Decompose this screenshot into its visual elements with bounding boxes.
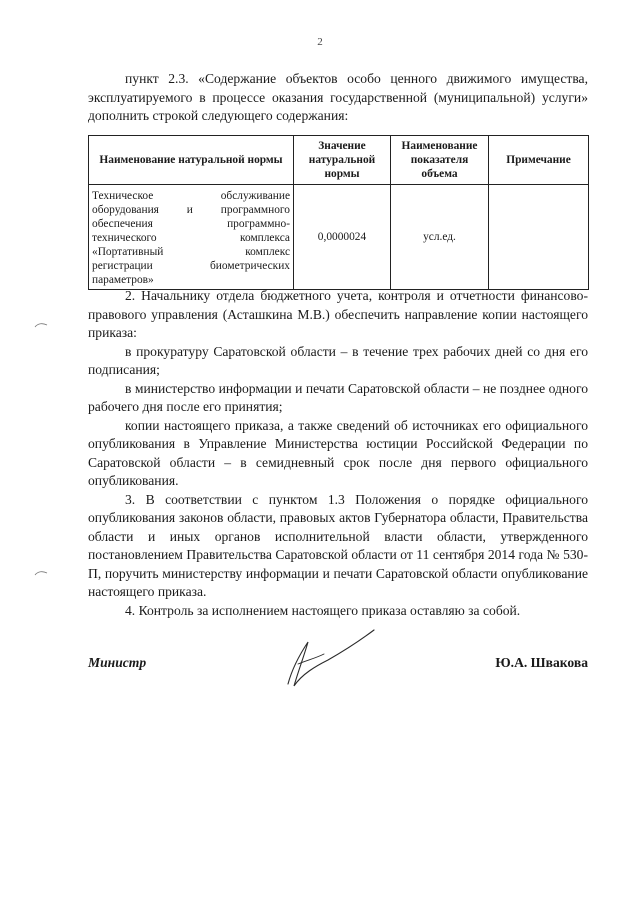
header-norm-name: Наименование натуральной нормы (89, 136, 294, 185)
norm-name-line: обеспечения программно- (92, 218, 290, 230)
cell-volume-unit: усл.ед. (391, 185, 489, 290)
paragraph-item-4: 4. Контроль за исполнением настоящего приказа оставляю за собой. (125, 602, 521, 618)
header-volume-indicator: Наименование показателя объема (391, 136, 489, 185)
handwritten-signature (258, 614, 378, 694)
cell-norm-value: 0,0000024 (294, 185, 391, 290)
norm-name-line: «Портативный комплекс (92, 246, 290, 258)
paragraph-item-3: 3. В соответствии с пунктом 1.3 Положения о порядке официального опубликования законов области, правовых актов Губернатора области, Правительства области и иных органов исполнительной власти области, утвержденного постановлением Правительства Саратовской области от 11 сентября 2014 года № 530-П, поручить министерству информации и печати Саратовской области опубликование настоящего приказа. (88, 491, 588, 599)
norm-name-line: параметров» (92, 274, 154, 286)
paragraph-prosecutor: в прокуратуру Саратовской области – в течение трех рабочих дней со дня его подписания; (88, 343, 588, 377)
order-paragraphs (88, 287, 588, 620)
header-norm-value: Значение натуральной нормы (294, 136, 391, 185)
intro-block (88, 70, 588, 126)
norm-name-line: Техническое обслуживание (92, 190, 290, 202)
norm-name-line: технического комплекса (92, 232, 290, 244)
margin-scan-mark (34, 322, 48, 328)
paragraph-ministry-info: в министерство информации и печати Саратовской области – не позднее одного рабочего дня после его принятия; (88, 380, 588, 414)
margin-scan-mark (34, 570, 48, 576)
table-row (89, 185, 589, 290)
norm-name-line: регистрации биометрических (92, 260, 290, 272)
intro-paragraph: пункт 2.3. «Содержание объектов особо ценного движимого имущества, эксплуатируемого в процессе оказания государственной (муниципальной) услуги» дополнить строкой следующего содержания: (88, 71, 588, 123)
signatory-name: Ю.А. Швакова (495, 655, 588, 670)
norm-name-line: оборудования и программного (92, 204, 290, 216)
natural-norm-table (88, 135, 589, 290)
page-number: 2 (317, 36, 323, 48)
signatory-title: Министр (88, 655, 147, 670)
header-note: Примечание (489, 136, 589, 185)
paragraph-item-2: 2. Начальнику отдела бюджетного учета, контроля и отчетности финансово-правового управления (Асташкина М.В.) обеспечить направление копии настоящего приказа: (88, 288, 588, 340)
cell-note (489, 185, 589, 290)
table-header-row (89, 136, 589, 185)
cell-norm-name (89, 185, 294, 290)
paragraph-justice-copies: копии настоящего приказа, а также сведений об источниках его официального опубликования в Управление Министерства юстиции Российской Федерации по Саратовской области – в семидневный срок после дня первого официального опубликования. (88, 417, 588, 488)
